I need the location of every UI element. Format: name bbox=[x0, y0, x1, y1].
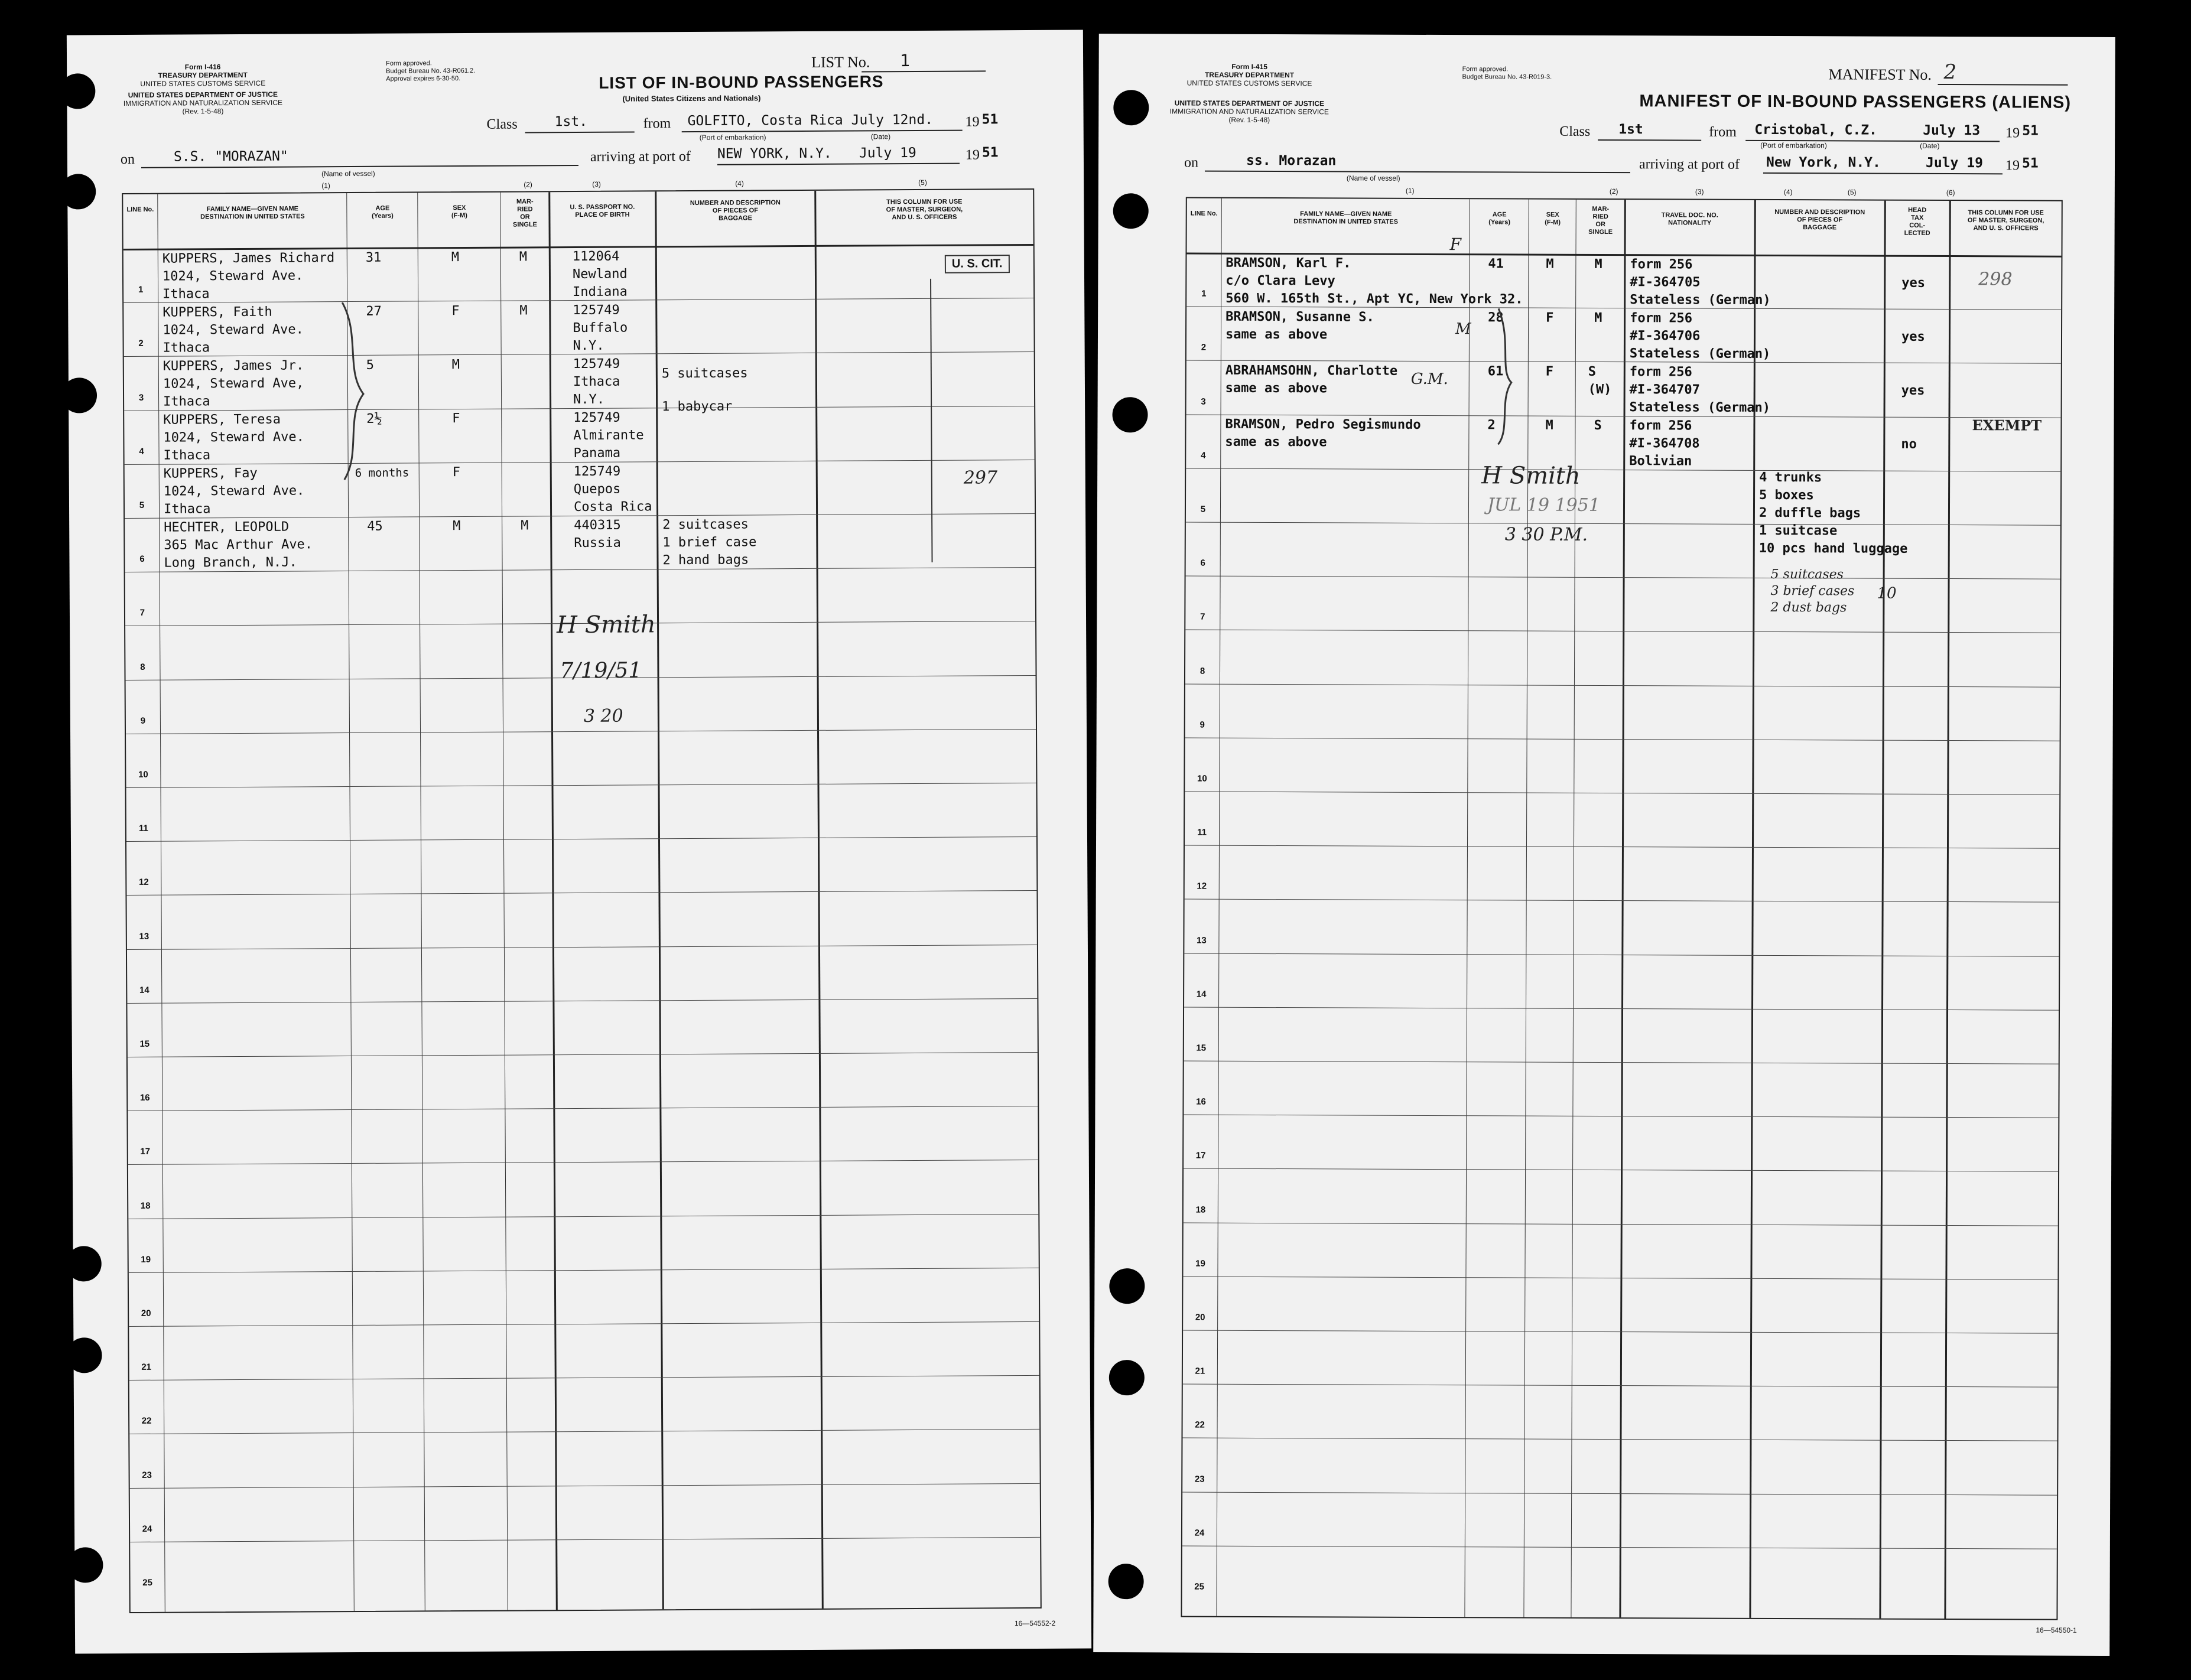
header-baggage: NUMBER AND DESCRIPTION OF PIECES OF BAGGAGE bbox=[690, 199, 781, 222]
page-title: MANIFEST OF IN-BOUND PASSENGERS (ALIENS) bbox=[1639, 92, 2072, 112]
header-name: FAMILY NAME—GIVEN NAME DESTINATION IN UNITED STATES bbox=[200, 205, 305, 221]
passenger-passport: 125749 Almirante Panama bbox=[573, 410, 644, 461]
line-number: 22 bbox=[1195, 1419, 1205, 1431]
line-number: 12 bbox=[138, 877, 149, 888]
annotation-bracket-line bbox=[930, 279, 933, 562]
line-number: 4 bbox=[139, 446, 144, 457]
on-label: on bbox=[120, 151, 135, 168]
line-number: 18 bbox=[1195, 1204, 1206, 1215]
form-footer-code: 16—54550-1 bbox=[2036, 1626, 2077, 1635]
line-number: 6 bbox=[1200, 558, 1205, 568]
line-number: 8 bbox=[140, 662, 145, 672]
passenger-baggage: 5 suitcases 1 babycar bbox=[661, 366, 748, 415]
list-number: 1 bbox=[899, 51, 911, 71]
line-number: 14 bbox=[139, 985, 149, 995]
manifest-of-inbound-aliens-sheet bbox=[1093, 34, 2115, 1656]
passenger-sex: M bbox=[1545, 418, 1553, 433]
column-number: (2) bbox=[1609, 187, 1618, 196]
line-number: 16 bbox=[139, 1092, 150, 1103]
date-caption: (Date) bbox=[1920, 141, 1940, 150]
header-head-tax: HEAD TAX COL- LECTED bbox=[1904, 206, 1930, 237]
punch-hole bbox=[1109, 1360, 1145, 1395]
passenger-table bbox=[1181, 197, 2062, 1620]
header-passport: U. S. PASSPORT NO. PLACE OF BIRTH bbox=[570, 203, 635, 219]
approval-note: Budget Bureau No. 43-R019-3. bbox=[1462, 73, 1552, 81]
row-divider bbox=[128, 1160, 1038, 1165]
passenger-age: 28 bbox=[1488, 310, 1504, 325]
line-number: 25 bbox=[142, 1577, 152, 1588]
line-number: 4 bbox=[1201, 450, 1206, 461]
line-number: 6 bbox=[139, 554, 145, 565]
handwritten-number: 297 bbox=[963, 467, 998, 489]
page-title: LIST OF IN-BOUND PASSENGERS bbox=[599, 72, 884, 92]
passenger-name: KUPPERS, James Jr. 1024, Steward Ave, Ithaca bbox=[162, 358, 304, 409]
header-officers: THIS COLUMN FOR USE OF MASTER, SURGEON, AND U. S. OFFICERS bbox=[886, 198, 963, 222]
department-name: TREASURY DEPARTMENT bbox=[1204, 70, 1295, 80]
on-label: on bbox=[1184, 155, 1199, 171]
line-number: 24 bbox=[1194, 1528, 1205, 1538]
passenger-name: BRAMSON, Susanne S. same as above bbox=[1225, 309, 1374, 343]
passenger-age: 45 bbox=[367, 519, 383, 534]
department-name: UNITED STATES DEPARTMENT OF JUSTICE bbox=[128, 90, 278, 99]
punch-hole bbox=[60, 174, 96, 209]
punch-hole bbox=[67, 1547, 103, 1583]
vessel-caption: (Name of vessel) bbox=[321, 169, 375, 178]
line-number: 2 bbox=[1201, 343, 1207, 353]
passenger-age: 2 bbox=[1487, 418, 1496, 433]
handwritten-time: 3 30 P.M. bbox=[1504, 524, 1588, 545]
departure-date: July 13 bbox=[1923, 122, 1981, 139]
manifest-number-label: MANIFEST No. bbox=[1828, 66, 1932, 83]
vessel-name: ss. Morazan bbox=[1246, 152, 1337, 169]
line-number: 8 bbox=[1199, 666, 1205, 676]
class-label: Class bbox=[1559, 123, 1591, 139]
passenger-head-tax: no bbox=[1901, 437, 1917, 452]
department-name: TREASURY DEPARTMENT bbox=[158, 70, 248, 80]
passenger-head-tax: yes bbox=[1901, 383, 1925, 398]
line-number: 3 bbox=[1201, 396, 1206, 407]
header-married: MAR- RIED OR SINGLE bbox=[1588, 205, 1613, 236]
header-officers: THIS COLUMN FOR USE OF MASTER, SURGEON, AND U. S. OFFICERS bbox=[1967, 209, 2044, 232]
passenger-name: HECHTER, LEOPOLD 365 Mac Arthur Ave. Long Branch, N.J. bbox=[164, 519, 313, 571]
line-number: 19 bbox=[1195, 1258, 1205, 1269]
year-prefix: 19 bbox=[965, 147, 980, 163]
punch-hole bbox=[61, 377, 97, 413]
line-number: 7 bbox=[139, 608, 145, 618]
passenger-name: BRAMSON, Karl F. c/o Clara Levy 560 W. 165th St., Apt YC, New York 32. bbox=[1225, 255, 1523, 307]
line-number: 20 bbox=[1195, 1312, 1205, 1323]
passenger-travel-doc: form 256 #I-364706 Stateless (German) bbox=[1629, 311, 1771, 362]
port-of-embarkation: GOLFITO, Costa Rica July 12nd. bbox=[687, 112, 934, 129]
line-number: 2 bbox=[138, 338, 144, 349]
punch-hole bbox=[66, 1246, 102, 1281]
passenger-sex: F bbox=[1545, 364, 1554, 379]
line-number: 20 bbox=[141, 1308, 151, 1318]
row-divider bbox=[130, 1483, 1040, 1489]
row-divider bbox=[126, 836, 1036, 842]
port-of-embarkation: Cristobal, C.Z. bbox=[1754, 122, 1877, 138]
passenger-sex: M bbox=[1546, 256, 1554, 272]
line-number: 15 bbox=[1196, 1043, 1207, 1053]
punch-hole bbox=[1112, 397, 1147, 432]
vessel-name: S.S. "MORAZAN" bbox=[173, 148, 288, 165]
row-divider bbox=[127, 945, 1037, 950]
form-number: Form I-416 bbox=[184, 63, 221, 71]
passenger-name: ABRAHAMSOHN, Charlotte same as above bbox=[1225, 363, 1398, 396]
year-value: 51 bbox=[2022, 123, 2039, 139]
passenger-name: KUPPERS, Faith 1024, Steward Ave. Ithaca bbox=[162, 304, 304, 356]
handwritten-sex-note: M bbox=[1455, 320, 1471, 338]
punch-hole bbox=[1109, 1268, 1145, 1304]
header-age: AGE (Years) bbox=[1488, 211, 1511, 226]
row-divider bbox=[126, 890, 1036, 896]
handwritten-bracket bbox=[1493, 305, 1517, 447]
arrival-date: July 19 bbox=[1925, 155, 1984, 171]
passenger-name: KUPPERS, James Richard 1024, Steward Ave. Ithaca bbox=[162, 250, 335, 302]
port-caption: (Port of embarkation) bbox=[1760, 141, 1827, 150]
passenger-sex: M bbox=[451, 357, 460, 373]
header-line-no: LINE No. bbox=[1190, 210, 1218, 217]
from-label: from bbox=[1709, 124, 1737, 140]
passenger-married: M bbox=[521, 518, 529, 533]
row-divider bbox=[129, 1321, 1039, 1327]
column-number: (3) bbox=[1695, 187, 1704, 196]
passenger-head-tax: yes bbox=[1901, 329, 1925, 344]
handwritten-number: 298 bbox=[1978, 269, 2013, 290]
column-number: (2) bbox=[524, 180, 532, 189]
passenger-sex: M bbox=[453, 519, 461, 534]
passenger-age: 27 bbox=[366, 304, 382, 319]
handwritten-date: 7/19/51 bbox=[560, 658, 642, 683]
arrival-date: July 19 bbox=[859, 145, 916, 161]
service-name: IMMIGRATION AND NATURALIZATION SERVICE bbox=[1169, 107, 1329, 116]
header-sex: SEX (F-M) bbox=[451, 204, 467, 220]
line-number: 5 bbox=[139, 500, 145, 510]
passenger-married: S bbox=[1594, 418, 1602, 433]
from-label: from bbox=[643, 116, 671, 132]
passenger-travel-doc: form 256 #I-364708 Bolivian bbox=[1629, 418, 1700, 469]
header-age: AGE (Years) bbox=[372, 204, 394, 220]
passenger-passport: 440315 Russia bbox=[574, 517, 621, 551]
approval-note: Budget Bureau No. 43-R061.2. bbox=[386, 67, 476, 75]
handwritten-signature: H Smith bbox=[556, 611, 656, 639]
list-number-label: LIST No. bbox=[811, 53, 870, 71]
line-number: 10 bbox=[138, 769, 148, 780]
line-number: 9 bbox=[1199, 719, 1205, 730]
column-number: (3) bbox=[592, 180, 601, 188]
column-number: (5) bbox=[918, 178, 927, 187]
revision: (Rev. 1-5-48) bbox=[182, 107, 224, 116]
vessel-caption: (Name of vessel) bbox=[1346, 174, 1400, 183]
passenger-age: 5 bbox=[366, 357, 375, 373]
arrival-port: New York, N.Y. bbox=[1766, 154, 1881, 171]
line-number: 23 bbox=[142, 1470, 152, 1480]
column-number: (4) bbox=[735, 179, 744, 188]
handwritten-initials: G.M. bbox=[1410, 370, 1448, 389]
service-name: UNITED STATES CUSTOMS SERVICE bbox=[140, 79, 266, 88]
passenger-name: KUPPERS, Fay 1024, Steward Ave. Ithaca bbox=[163, 465, 305, 517]
line-number: 11 bbox=[138, 823, 148, 834]
line-number: 1 bbox=[1201, 288, 1207, 299]
row-divider bbox=[127, 998, 1037, 1004]
year-value: 51 bbox=[981, 112, 999, 128]
approval-note: Approval expires 6-30-50. bbox=[386, 75, 461, 83]
line-number: 17 bbox=[1195, 1150, 1206, 1161]
column-number: (5) bbox=[1847, 188, 1857, 197]
date-stamp: JUL 19 1951 bbox=[1487, 494, 1600, 516]
passenger-name: KUPPERS, Teresa 1024, Steward Ave. Ithaca bbox=[163, 412, 304, 463]
handwritten-baggage: 5 suitcases 3 brief cases 2 dust bags bbox=[1770, 566, 1855, 616]
class-label: Class bbox=[486, 116, 518, 132]
row-divider bbox=[126, 783, 1036, 788]
passenger-age: 41 bbox=[1488, 256, 1504, 272]
arrival-port: NEW YORK, N.Y. bbox=[717, 145, 832, 162]
line-number: 23 bbox=[1194, 1474, 1205, 1484]
line-number: 13 bbox=[139, 931, 149, 942]
line-number: 18 bbox=[140, 1200, 151, 1211]
row-divider bbox=[128, 1106, 1038, 1111]
passenger-sex: F bbox=[452, 465, 461, 480]
approval-note: Form approved. bbox=[1462, 66, 1509, 73]
passenger-married: M bbox=[1594, 310, 1602, 325]
passenger-sex: F bbox=[452, 411, 460, 426]
service-name: UNITED STATES CUSTOMS SERVICE bbox=[1186, 79, 1312, 88]
line-number: 9 bbox=[140, 715, 146, 726]
arriving-label: arriving at port of bbox=[590, 148, 691, 165]
year-prefix: 19 bbox=[2005, 125, 2020, 141]
revision: (Rev. 1-5-48) bbox=[1228, 115, 1270, 125]
class-value: 1st bbox=[1618, 122, 1643, 138]
passenger-age: 2½ bbox=[366, 411, 382, 426]
line-number: 5 bbox=[1200, 504, 1206, 515]
line-number: 21 bbox=[1195, 1366, 1205, 1376]
line-number: 25 bbox=[1194, 1581, 1204, 1592]
punch-hole bbox=[60, 73, 95, 109]
form-footer-code: 16—54552-2 bbox=[1014, 1619, 1056, 1628]
row-divider bbox=[128, 1214, 1038, 1219]
column-number: (4) bbox=[1783, 188, 1793, 197]
column-number: (1) bbox=[321, 181, 330, 190]
punch-hole bbox=[66, 1337, 102, 1373]
punch-hole bbox=[1113, 90, 1149, 125]
column-number: (6) bbox=[1946, 188, 1955, 197]
form-number: Form I-415 bbox=[1231, 62, 1267, 71]
passenger-travel-doc: form 256 #I-364707 Stateless (German) bbox=[1629, 364, 1771, 415]
baggage-list: 4 trunks 5 boxes 2 duffle bags 1 suitcase 10 pcs hand luggage bbox=[1758, 470, 1908, 556]
passenger-married: M bbox=[519, 303, 528, 318]
department-name: UNITED STATES DEPARTMENT OF JUSTICE bbox=[1174, 99, 1325, 108]
manifest-number: 2 bbox=[1943, 60, 1957, 84]
passenger-passport: 125749 Ithaca N.Y. bbox=[573, 356, 620, 408]
passenger-age: 31 bbox=[365, 250, 382, 265]
line-number: 15 bbox=[139, 1038, 150, 1049]
year-prefix: 19 bbox=[2005, 158, 2020, 174]
passenger-age: 6 months bbox=[355, 466, 409, 480]
line-number: 17 bbox=[140, 1147, 151, 1157]
handwritten-exempt: EXEMPT bbox=[1972, 416, 2042, 434]
passenger-baggage: 2 suitcases 1 brief case 2 hand bags bbox=[662, 517, 757, 568]
line-number: 11 bbox=[1197, 827, 1207, 838]
header-baggage: NUMBER AND DESCRIPTION OF PIECES OF BAGGAGE bbox=[1774, 208, 1865, 232]
header-sex: SEX (F-M) bbox=[1545, 211, 1561, 226]
passenger-sex: F bbox=[451, 304, 460, 319]
passenger-sex: F bbox=[1546, 310, 1554, 325]
line-number: 10 bbox=[1197, 773, 1207, 784]
year-prefix: 19 bbox=[965, 114, 980, 130]
header-name: FAMILY NAME—GIVEN NAME DESTINATION IN UNITED STATES bbox=[1293, 210, 1399, 226]
column-number: (1) bbox=[1405, 186, 1415, 195]
handwritten-total: 10 bbox=[1877, 584, 1897, 603]
line-number: 22 bbox=[141, 1416, 152, 1427]
passenger-passport: 125749 Quepos Costa Rica bbox=[573, 464, 652, 515]
passenger-age: 61 bbox=[1487, 364, 1504, 379]
line-number: 3 bbox=[138, 392, 144, 403]
line-number: 12 bbox=[1197, 881, 1207, 892]
arrival-year: 51 bbox=[2021, 155, 2039, 171]
row-divider bbox=[129, 1268, 1039, 1273]
row-divider bbox=[128, 1052, 1038, 1057]
passenger-married: S (W) bbox=[1588, 364, 1612, 398]
passenger-married: M bbox=[519, 249, 528, 265]
handwritten-time: 3 20 bbox=[583, 705, 623, 727]
row-divider bbox=[130, 1537, 1040, 1542]
date-caption: (Date) bbox=[870, 132, 891, 141]
passenger-passport: 125749 Buffalo N.Y. bbox=[573, 302, 628, 354]
handwritten-sex-note: F bbox=[1449, 235, 1462, 255]
passenger-passport: 112064 Newland Indiana bbox=[572, 249, 628, 300]
line-number: 16 bbox=[1196, 1096, 1206, 1107]
row-divider bbox=[129, 1429, 1039, 1434]
row-divider bbox=[129, 1375, 1039, 1381]
line-number: 7 bbox=[1200, 612, 1205, 623]
line-number: 19 bbox=[141, 1254, 151, 1265]
header-married: MAR- RIED OR SINGLE bbox=[513, 198, 538, 229]
list-of-inbound-passengers-sheet bbox=[67, 30, 1091, 1654]
passenger-name: BRAMSON, Pedro Segismundo same as above bbox=[1225, 416, 1421, 450]
passenger-head-tax: yes bbox=[1901, 275, 1926, 291]
arriving-label: arriving at port of bbox=[1639, 157, 1740, 172]
line-number: 21 bbox=[141, 1362, 152, 1373]
row-divider bbox=[126, 729, 1036, 734]
passenger-table bbox=[122, 188, 1042, 1613]
handwritten-signature: H Smith bbox=[1481, 462, 1581, 490]
punch-hole bbox=[1113, 193, 1149, 229]
passenger-married: M bbox=[1594, 256, 1602, 272]
page-subtitle: (United States Citizens and Nationals) bbox=[622, 93, 761, 103]
line-number: 13 bbox=[1197, 935, 1207, 946]
service-name: IMMIGRATION AND NATURALIZATION SERVICE bbox=[123, 98, 283, 108]
line-number: 14 bbox=[1196, 989, 1207, 999]
approval-note: Form approved. bbox=[386, 60, 432, 67]
arrival-year: 51 bbox=[981, 145, 999, 161]
line-number: 1 bbox=[138, 285, 144, 295]
header-line-no: LINE No. bbox=[126, 206, 154, 213]
us-citizen-stamp: U. S. CIT. bbox=[945, 255, 1010, 274]
class-value: 1st. bbox=[554, 113, 588, 130]
passenger-travel-doc: form 256 #I-364705 Stateless (German) bbox=[1630, 257, 1771, 308]
handwritten-bracket bbox=[336, 299, 373, 483]
line-number: 24 bbox=[142, 1523, 152, 1534]
header-travel-doc: TRAVEL DOC. NO. NATIONALITY bbox=[1661, 211, 1718, 227]
passenger-sex: M bbox=[451, 250, 460, 265]
punch-hole bbox=[1108, 1564, 1144, 1599]
port-caption: (Port of embarkation) bbox=[699, 133, 766, 142]
